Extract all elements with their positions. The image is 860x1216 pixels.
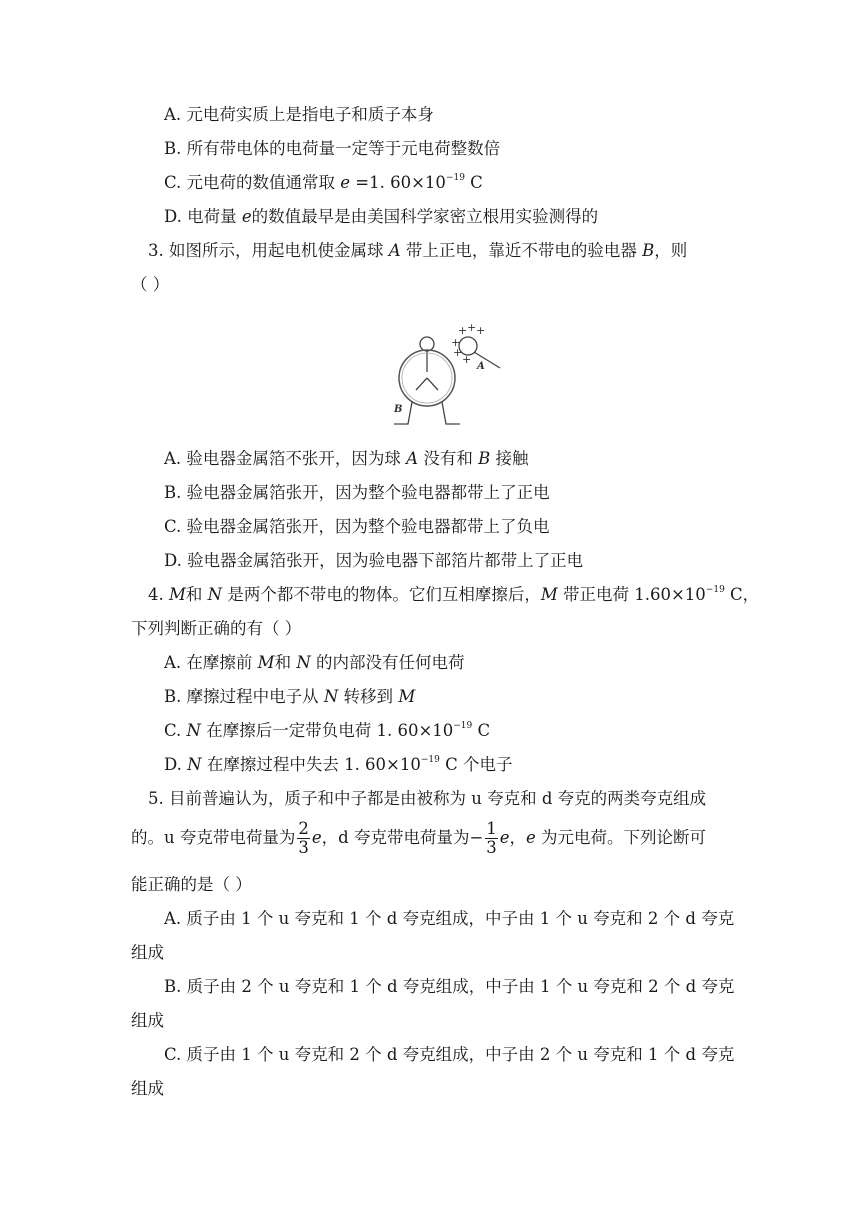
plus-sign: +	[453, 346, 463, 359]
q5-stem-line2: 的。u 夸克带电荷量为 $\frac{2}{3}$ e，d 夸克带电荷量为− $\frac{1}{3}$ e，e 为元电荷。下列论断可	[131, 819, 707, 857]
plus-sign: +	[476, 324, 486, 337]
q4-option-a: A. 在摩擦前 M和 N 的内部没有任何电荷	[164, 653, 465, 672]
q5-option-c: C. 质子由 1 个 u 夸克和 2 个 d 夸克组成，中子由 2 个 u 夸克和 1 个 d 夸克	[164, 1045, 735, 1064]
q4-option-b: B. 摩擦过程中电子从 N 转移到 M	[164, 687, 416, 706]
q5-stem-line3: 能正确的是（ ）	[131, 875, 252, 894]
q2-option-d: D. 电荷量 e的数值最早是由美国科学家密立根用实验测得的	[164, 207, 599, 226]
q3-option-d: D. 验电器金属箔张开，因为验电器下部箔片都带上了正电	[164, 551, 584, 570]
q3-option-c: C. 验电器金属箔张开，因为整个验电器都带上了负电	[164, 517, 550, 536]
electroscope-figure	[390, 320, 510, 432]
plus-sign: +	[462, 353, 472, 366]
label-a: A	[477, 361, 485, 372]
q3-stem: 3. 如图所示，用起电机使金属球 A 带上正电，靠近不带电的验电器 B，则	[148, 241, 688, 260]
q4-option-d: D. N 在摩擦过程中失去 1. $60\times 10^{-19}$ C 个电子	[164, 755, 513, 774]
q5-option-c-cont: 组成	[131, 1079, 164, 1098]
q5-stem-line1: 5. 目前普遍认为，质子和中子都是由被称为 u 夸克和 d 夸克的两类夸克组成	[148, 789, 707, 808]
q2-option-c: C. 元电荷的数值通常取 e =1. $60\times 10^{-19}$ C	[164, 173, 483, 192]
q3-option-b: B. 验电器金属箔张开，因为整个验电器都带上了正电	[164, 483, 550, 502]
plus-sign: +	[451, 336, 461, 349]
q4-stem-line2: 下列判断正确的有（ ）	[131, 619, 302, 638]
q3-stem-blank: （ ）	[131, 275, 170, 294]
fraction-two-thirds: $\frac{2}{3}$	[298, 819, 309, 857]
q5-option-b-cont: 组成	[131, 1011, 164, 1030]
plus-sign: +	[458, 324, 468, 337]
fraction-one-third: $\frac{1}{3}$	[486, 819, 497, 857]
q4-option-c: C. N 在摩擦后一定带负电荷 1. $60\times 10^{-19}$ C	[164, 721, 491, 740]
q5-option-b: B. 质子由 2 个 u 夸克和 1 个 d 夸克组成，中子由 1 个 u 夸克和 2 个 d 夸克	[164, 977, 735, 996]
q2-option-b: B. 所有带电体的电荷量一定等于元电荷整数倍	[164, 139, 501, 158]
q2-option-a: A. 元电荷实质上是指电子和质子本身	[164, 105, 434, 124]
label-b: B	[394, 404, 403, 415]
q4-stem: 4. M和 N 是两个都不带电的物体。它们互相摩擦后，M 带正电荷 $1.60\times 10^{-19}$ C，	[148, 585, 760, 604]
q5-option-a-cont: 组成	[131, 943, 164, 962]
q5-option-a: A. 质子由 1 个 u 夸克和 1 个 d 夸克组成，中子由 1 个 u 夸克和 2 个 d 夸克	[164, 909, 735, 928]
plus-sign: +	[467, 321, 477, 334]
q3-option-a: A. 验电器金属箔不张开，因为球 A 没有和 B 接触	[164, 449, 529, 468]
